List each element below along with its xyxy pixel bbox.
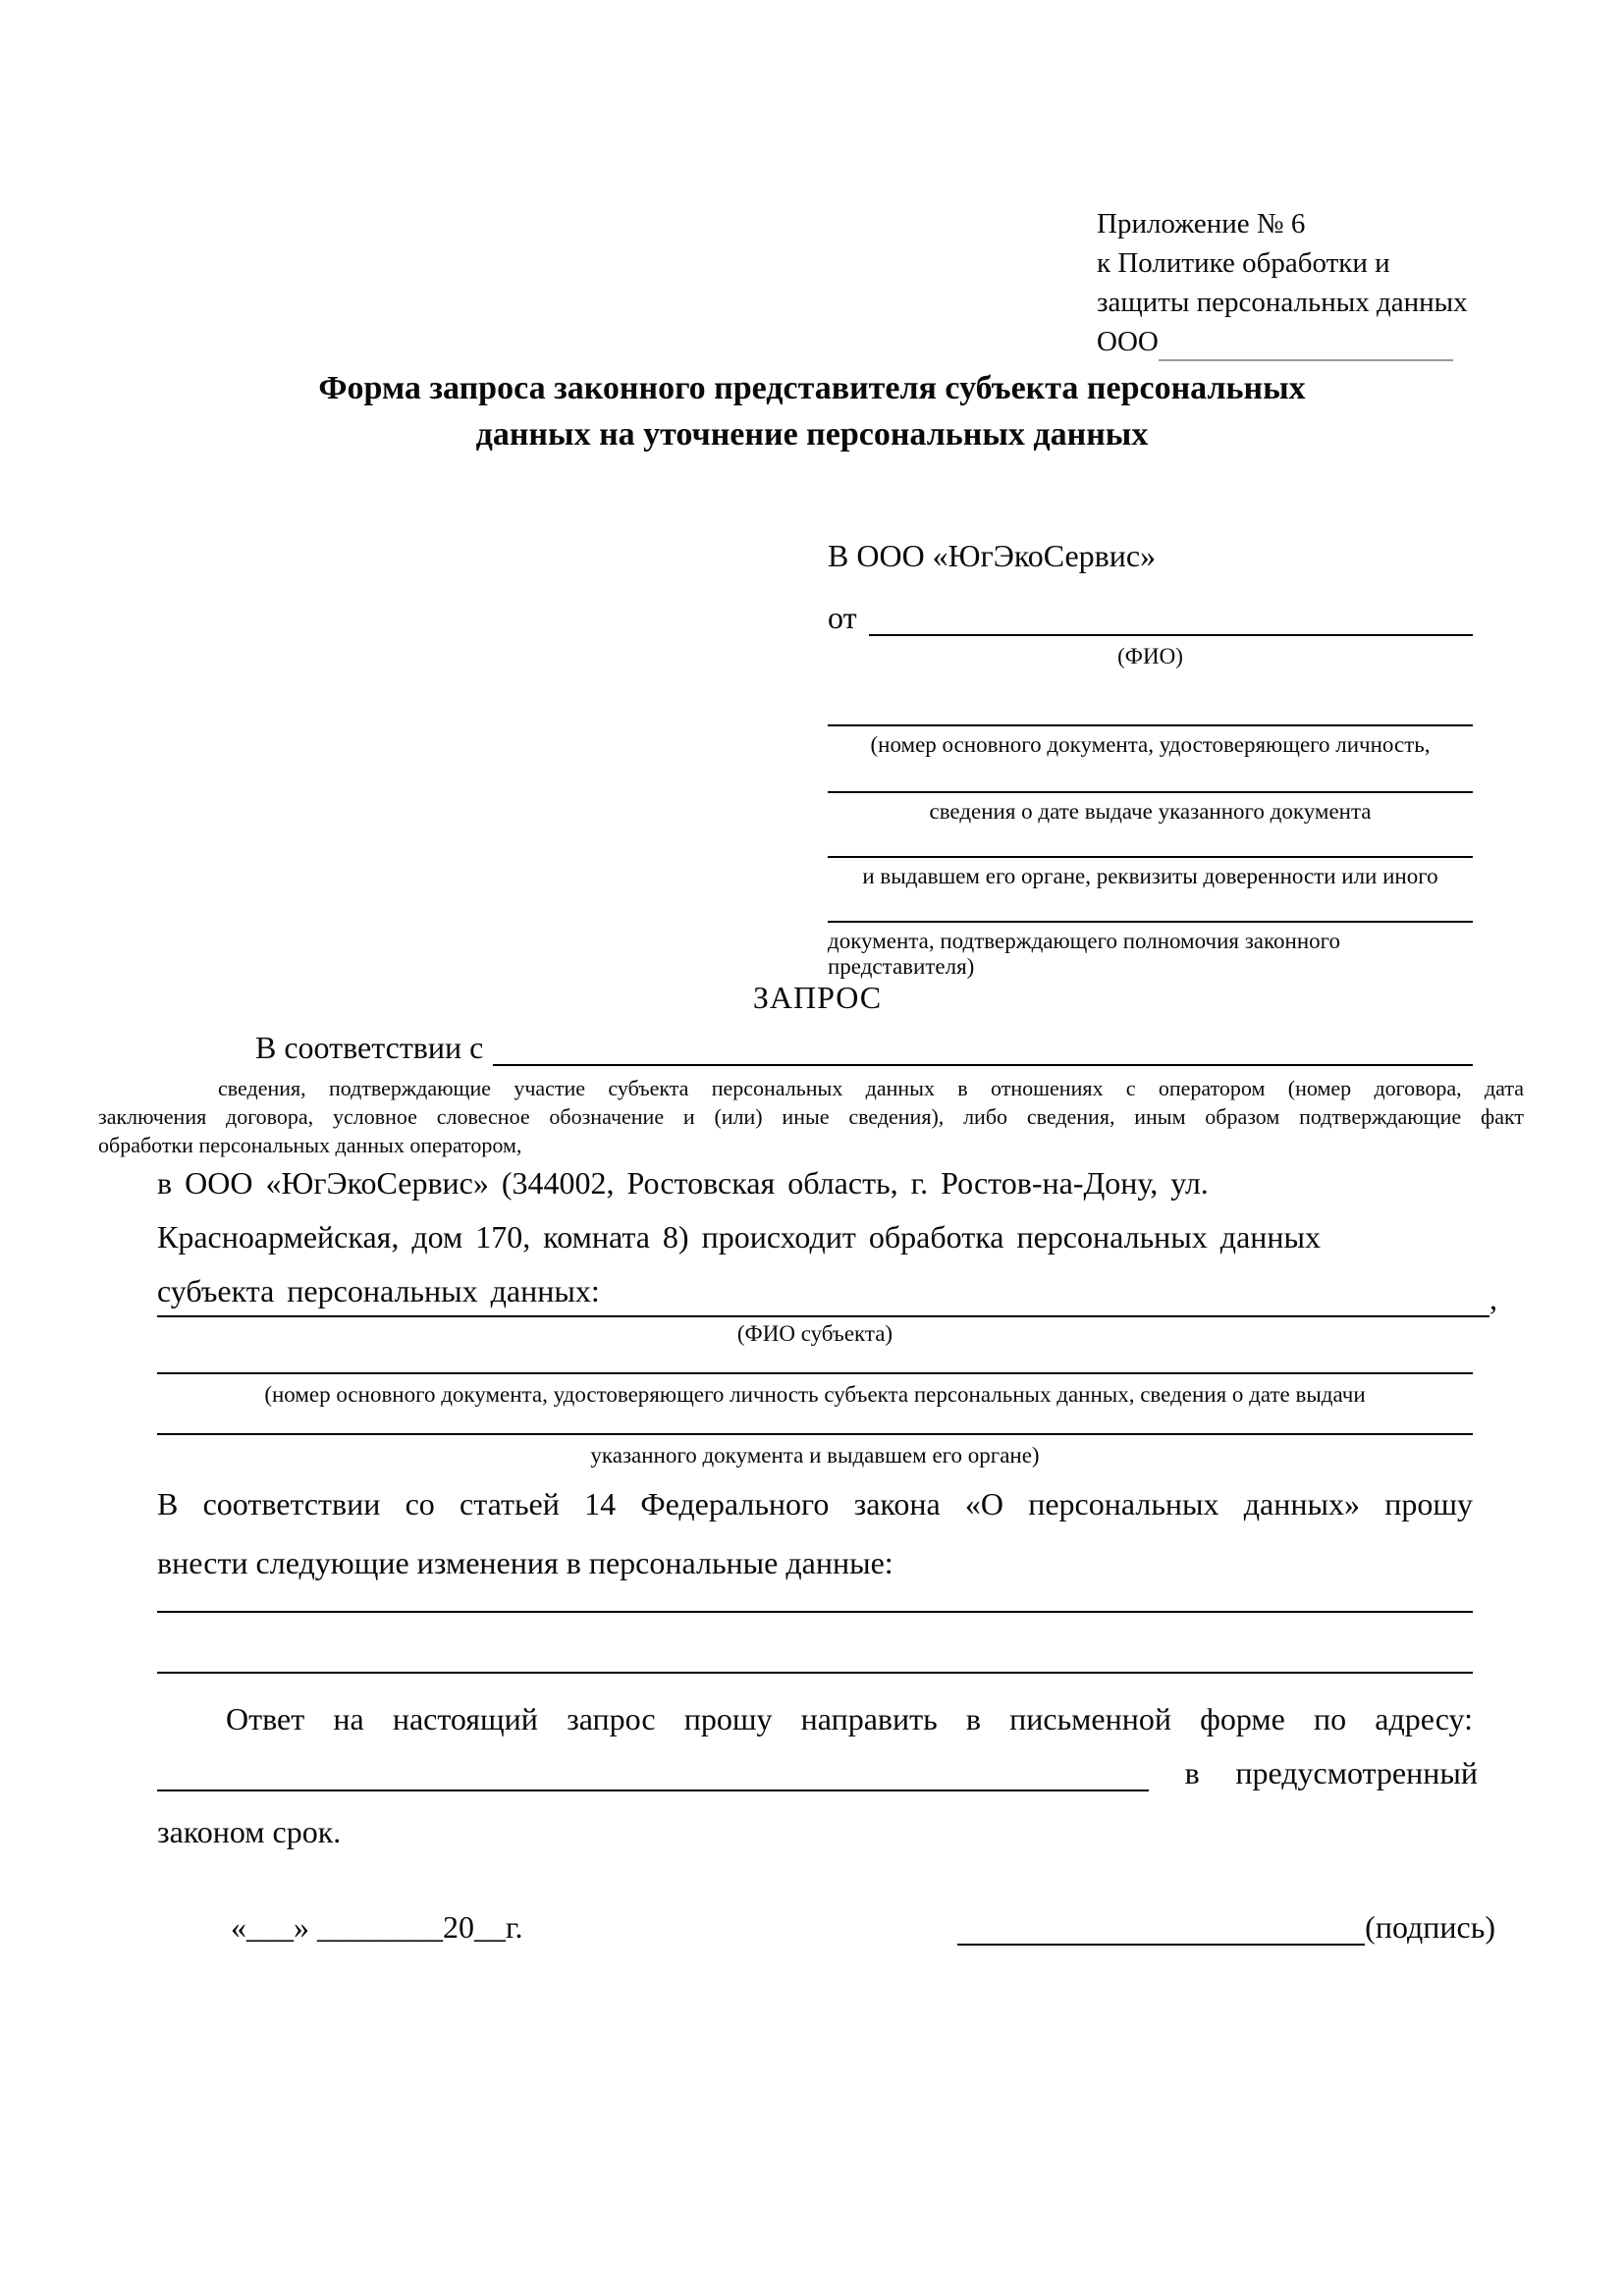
accordance-blank-line (493, 1029, 1473, 1066)
appendix-ooo-label: ООО (1097, 326, 1159, 357)
appendix-block (1097, 204, 1468, 361)
subject-fio-caption: (ФИО субъекта) (736, 1321, 893, 1346)
operator-paragraph-line-3: субъекта персональных данных: (157, 1273, 600, 1308)
from-label: от (828, 600, 857, 635)
accordance-footnote (98, 1074, 1524, 1159)
form-title (0, 365, 1624, 457)
from-blank-line (869, 599, 1473, 636)
signature-group (957, 1909, 1495, 1946)
signature-blank-line (957, 1910, 1365, 1946)
representative-doc-blank-line-3 (828, 856, 1473, 858)
form-title-line-2: данных на уточнение персональных данных (475, 416, 1149, 453)
representative-doc-caption-2: сведения о дате выдаче указанного документа (929, 799, 1372, 824)
date-signature-row (157, 1909, 1495, 1946)
representative-doc-caption-1: (номер основного документа, удостоверяющего личность, (870, 732, 1431, 757)
answer-address-blank-line (157, 1756, 1149, 1791)
footnote-line-1: сведения, подтверждающие участие субъекта персональных данных в отношениях с оператором (номер договора, дата (218, 1076, 1524, 1100)
form-title-line-1: Форма запроса законного представителя субъекта персональных (318, 370, 1306, 406)
appendix-line-3: защиты персональных данных (1097, 287, 1468, 318)
subject-fio-row (157, 1281, 1497, 1317)
representative-doc-blank-line-1 (828, 724, 1473, 726)
subject-fio-blank-line (157, 1284, 1489, 1317)
accordance-row (157, 1029, 1473, 1066)
accordance-prefix: В соответствии с (255, 1030, 484, 1065)
request-heading: ЗАПРОС (752, 980, 883, 1015)
from-row (828, 599, 1473, 636)
footnote-line-3: обработки персональных данных оператором, (98, 1133, 522, 1157)
subject-doc-blank-line-1 (157, 1372, 1473, 1374)
addressee-to: В ООО «ЮгЭкоСервис» (828, 538, 1157, 573)
answer-sentence: Ответ на настоящий запрос прошу направить в письменной форме по адресу: (226, 1701, 1473, 1736)
footnote-line-2: заключения договора, условное словесное обозначение и (или) иные сведения), либо сведения, иным образом подтверждающие факт (98, 1104, 1524, 1129)
appendix-line-2: к Политике обработки и (1097, 247, 1390, 279)
representative-doc-caption-3: и выдавшем его органе, реквизиты доверенности или иного (862, 864, 1438, 888)
appendix-ooo-blank-line (1159, 330, 1453, 361)
representative-doc-blank-line-2 (828, 791, 1473, 793)
appendix-ooo-line (1097, 322, 1468, 361)
subject-fio-comma: , (1489, 1281, 1497, 1316)
operator-paragraph-line-1: в ООО «ЮгЭкоСервис» (344002, Ростовская область, г. Ростов-на-Дону, ул. (157, 1165, 1209, 1201)
signature-caption: (подпись) (1365, 1909, 1495, 1945)
operator-paragraph-line-2: Красноармейская, дом 170, комната 8) происходит обработка персональных данных (157, 1219, 1322, 1255)
answer-address-row (157, 1755, 1478, 1791)
answer-closing-line: законом срок. (157, 1814, 342, 1849)
changes-blank-line-2 (157, 1672, 1473, 1674)
subject-doc-caption-1: (номер основного документа, удостоверяющего личность субъекта персональных данных, сведения о дате выдачи (264, 1382, 1366, 1407)
changes-blank-line-1 (157, 1611, 1473, 1613)
subject-doc-blank-line-2 (157, 1433, 1473, 1435)
law-paragraph (157, 1474, 1473, 1592)
appendix-line-1: Приложение № 6 (1097, 208, 1306, 240)
answer-in-word: в (1184, 1755, 1200, 1790)
subject-doc-caption-2: указанного документа и выдавшем его органе) (590, 1443, 1040, 1468)
answer-tail-word: предусмотренный (1235, 1755, 1478, 1790)
law-paragraph-line-2: внести следующие изменения в персональные данные: (157, 1545, 893, 1580)
fio-caption: (ФИО) (1117, 644, 1183, 668)
law-paragraph-line-1: В соответствии со статьей 14 Федерального закона «О персональных данных» прошу (157, 1486, 1473, 1522)
date-line: «___» ________20__г. (231, 1909, 523, 1945)
representative-doc-caption-4: документа, подтверждающего полномочия законного представителя) (828, 929, 1341, 979)
representative-doc-blank-line-4 (828, 921, 1473, 923)
